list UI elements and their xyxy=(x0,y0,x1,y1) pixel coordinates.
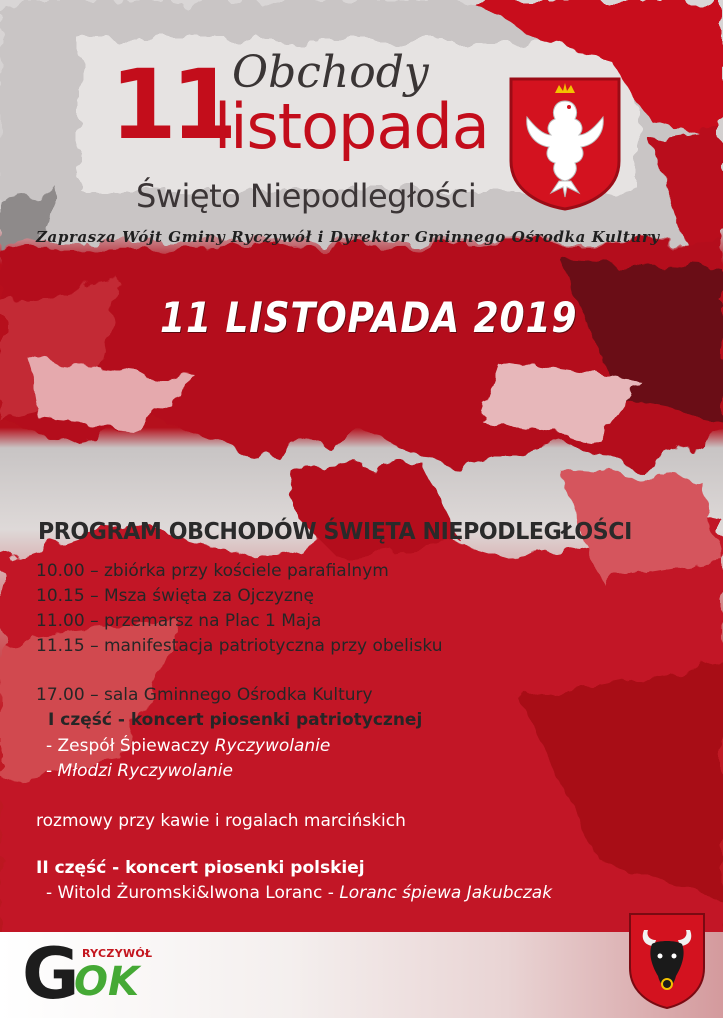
gok-logo-letter: G xyxy=(22,933,80,1015)
program-heading: PROGRAM OBCHODÓW ŚWIĘTA NIEPODLEGŁOŚCI xyxy=(38,519,632,545)
invitation-line: Zaprasza Wójt Gminy Ryczywół i Dyrektor Gminnego Ośrodka Kultury xyxy=(36,228,660,246)
title-obchody: Obchody xyxy=(232,47,429,98)
polish-eagle-icon xyxy=(505,75,625,211)
part-one-performer: - Młodzi Ryczywolanie xyxy=(46,761,233,781)
schedule-item: 11.00 – przemarsz na Plac 1 Maja xyxy=(36,611,322,631)
gok-logo-ok: OK xyxy=(74,959,139,1005)
schedule-item: 10.00 – zbiórka przy kościele parafialnym xyxy=(36,561,389,581)
title-number: 11 xyxy=(110,49,232,161)
evening-item: 17.00 – sala Gminnego Ośrodka Kultury xyxy=(36,685,373,705)
part-two-heading: II część - koncert piosenki polskiej xyxy=(36,858,365,878)
schedule-item: 10.15 – Msza święta za Ojczyznę xyxy=(36,586,315,606)
part-one-heading: I część - koncert piosenki patriotycznej xyxy=(48,710,423,730)
break-note: rozmowy przy kawie i rogalach marcińskich xyxy=(36,811,406,831)
part-two-performer: - Witold Żuromski&Iwona Loranc - Loranc śpiewa Jakubczak xyxy=(46,883,553,903)
gok-logo-place: RYCZYWÓŁ xyxy=(82,947,153,960)
gok-logo xyxy=(22,933,182,1015)
title-listopada: listopada xyxy=(214,90,489,163)
title-swieto-niepodleglosci: Święto Niepodległości xyxy=(136,177,477,215)
part-one-performer: - Zespół Śpiewaczy Ryczywolanie xyxy=(46,736,331,756)
bull-coat-of-arms-icon xyxy=(626,910,708,1010)
schedule-item: 11.15 – manifestacja patriotyczna przy obelisku xyxy=(36,636,443,656)
event-date: 11 LISTOPADA 2019 xyxy=(160,293,578,342)
